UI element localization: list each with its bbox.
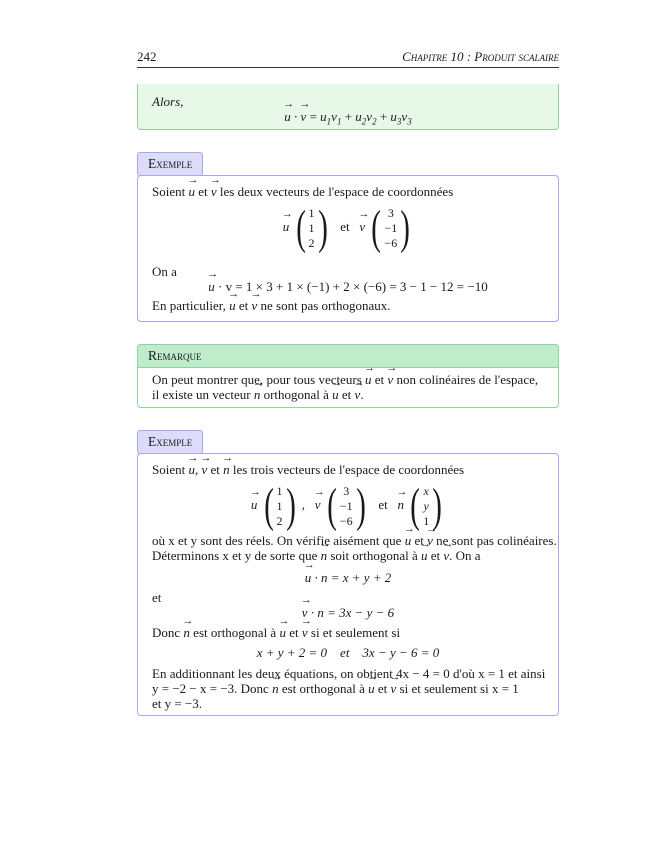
remarque-line-2: il existe un vecteur → n orthogonal à → u et → v.	[152, 387, 364, 402]
example2-formula2: → v · n = 3x − y − 6	[137, 605, 559, 621]
example2-para1-line2: Déterminons x et y de sorte que → n soit orthogonal à → u et → v. On a	[152, 548, 481, 563]
alors-text: Alors,	[152, 94, 184, 109]
example1-vectors: → u ( 1 1 2 ) et → v ( 3 −1 −6 )	[137, 204, 559, 252]
v-column-vector-2: ( 3 −1 −6 )	[327, 479, 366, 532]
example1-formula: → u · v = 1 × 3 + 1 × (−1) + 2 × (−6) = 3 − 1 − 12 = −10	[137, 279, 559, 295]
example2-intro: Soient → u, → v et → n les trois vecteurs de l'espace de coordonnées	[152, 462, 464, 477]
v-column-vector: ( 3 −1 −6 )	[371, 201, 410, 254]
chapter-title: Chapitre 10 : Produit scalaire	[402, 49, 559, 64]
example2-formula1: → u · n = x + y + 2	[137, 570, 559, 586]
final-line-2: y = −2 − x = −3. Donc → n est orthogonal à → u et → v si et seulement si x = 1	[152, 681, 519, 696]
u-column-vector: ( 1 1 2 )	[295, 201, 328, 254]
page-header	[137, 49, 559, 68]
final-line-3: et y = −3.	[152, 696, 203, 711]
u-column-vector-2: ( 1 1 2 )	[263, 479, 296, 532]
final-line-1: En additionnant les deux équations, on obtient 4x − 4 = 0 d'où x = 1 et ainsi	[152, 666, 546, 681]
equation-system: x + y + 2 = 0 et 3x − y − 6 = 0	[256, 645, 440, 660]
n-column-vector: ( x y 1 )	[410, 479, 442, 532]
et-text: et	[152, 590, 162, 605]
remarque-tag: Remarque	[137, 344, 559, 368]
example-tag-1: Exemple	[137, 152, 203, 176]
dot-product-formula: → u · → $v = u_1v_1 + u_2v_2 + u_3v_3$	[137, 109, 559, 127]
example2-para1-line1: où x et y sont des réels. On vérifie aisément que → u et → v ne sont pas colinéaires.	[152, 533, 557, 548]
remarque-line-1: On peut montrer que, pour tous vecteurs → u et → v non colinéaires de l'espace,	[152, 372, 538, 387]
example1-conclusion: En particulier, → u et → v ne sont pas orthogonaux.	[152, 298, 391, 313]
page-number: 242	[137, 49, 157, 64]
example-tag-2: Exemple	[137, 430, 203, 454]
example2-vectors: → u ( 1 1 2 ) , → v ( 3 −1 −6 ) et → n ( x y 1 )	[137, 482, 559, 530]
example1-intro: Soient → u et → v les deux vecteurs de l'espace de coordonnées	[152, 184, 453, 199]
donc-line: Donc → n est orthogonal à → u et → v si et seulement si	[152, 625, 400, 640]
on-a-text: On a	[152, 264, 177, 279]
